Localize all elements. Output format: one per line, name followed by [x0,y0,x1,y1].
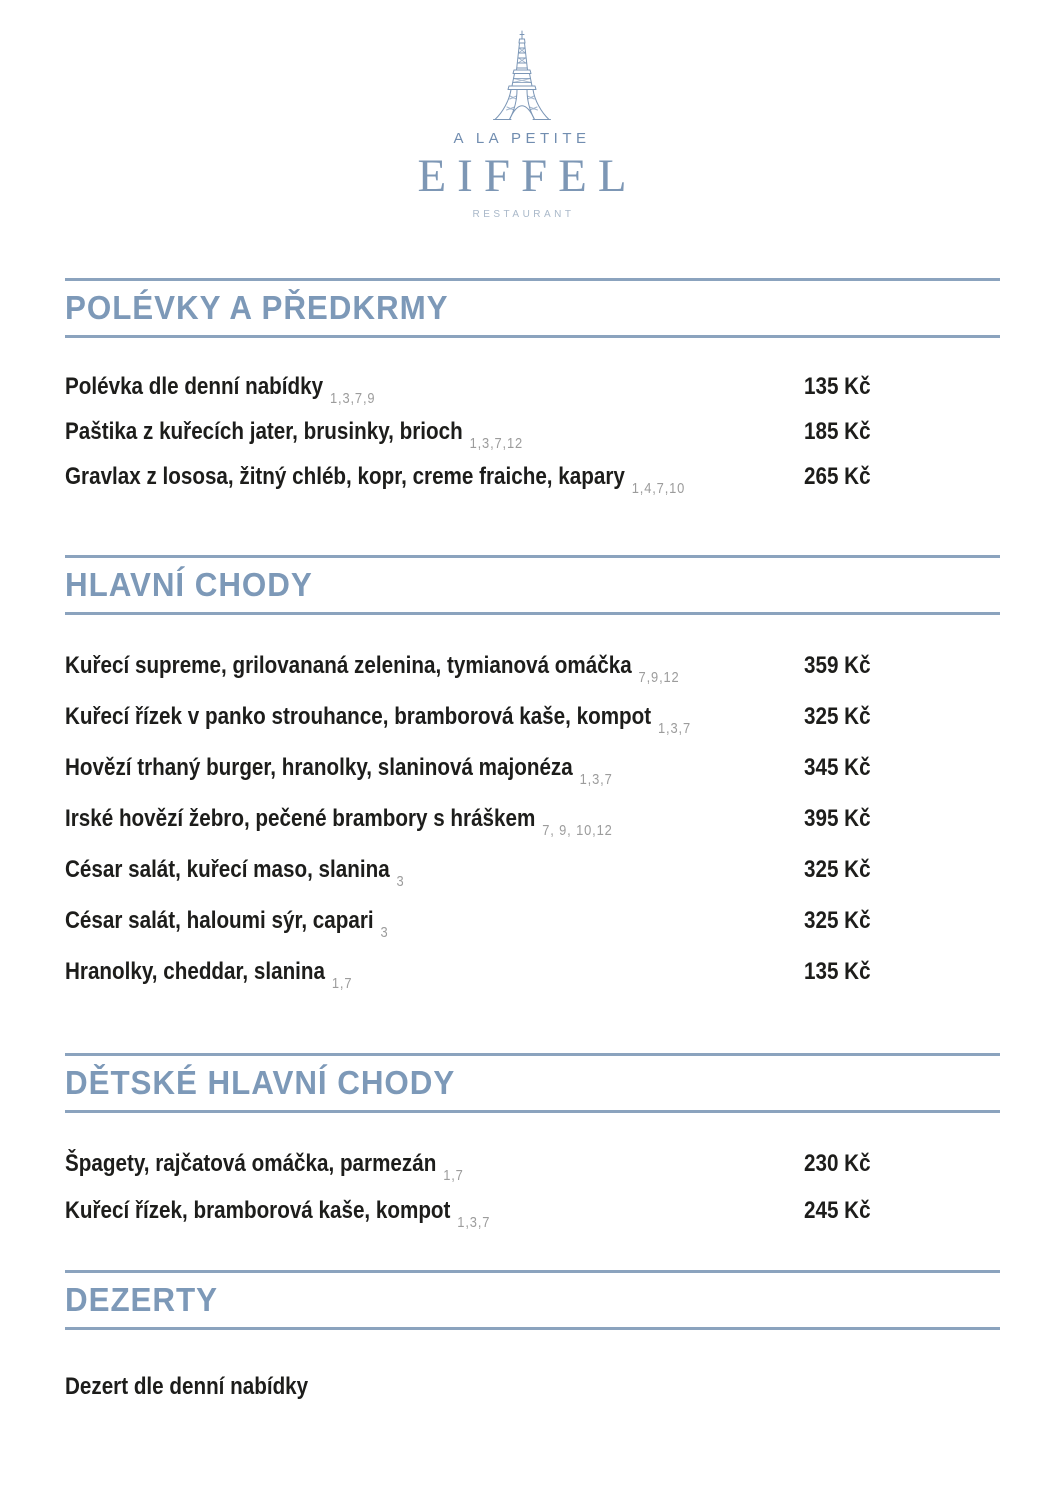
item-name: Paštika z kuřecích jater, brusinky, brioch [65,418,463,445]
item-allergens: 3 [396,873,405,890]
item-price: 325 Kč [804,856,871,883]
menu-item-row [65,417,1000,450]
section-detske-hlavni-chody [65,1053,1000,1229]
item-name: Špagety, rajčatová omáčka, parmezán [65,1150,437,1177]
menu-item-row [65,702,1000,735]
item-allergens: 1,3,7 [579,771,613,788]
item-allergens: 1,3,7,12 [469,435,524,452]
item-price: 230 Kč [804,1150,871,1177]
item-name: Hranolky, cheddar, slanina [65,958,326,985]
brand-subtitle: RESTAURANT [472,209,575,220]
menu-item-row [65,462,1000,495]
section-dezerty [65,1270,1000,1405]
menu-item-row [65,804,1000,837]
section-title: HLAVNÍ CHODY [65,555,1000,615]
section-rows [65,1149,1000,1229]
item-allergens: 1,7 [443,1167,464,1184]
menu-item-row [65,372,1000,405]
item-name: Kuřecí řízek, bramborová kaše, kompot [65,1197,451,1224]
menu-item-row [65,1196,1000,1229]
brand-tagline: A LA PETITE [453,130,591,147]
section-polevky-a-predkrmy [65,278,1000,495]
item-allergens: 1,7 [331,975,353,992]
item-price: 325 Kč [804,703,871,730]
section-title: POLÉVKY A PŘEDKRMY [65,278,1000,338]
item-allergens: 1,3,7 [457,1214,491,1231]
section-rows [65,1372,1000,1405]
item-price: 359 Kč [804,652,871,679]
menu-item-row [65,1149,1000,1182]
menu-item-row [65,906,1000,939]
item-allergens: 7, 9, 10,12 [542,822,613,839]
menu-item-row [65,753,1000,786]
brand-name: EIFFEL [417,150,638,202]
section-rows [65,372,1000,495]
section-title: DEZERTY [65,1270,1000,1330]
item-price: 265 Kč [804,463,871,490]
menu-item-row [65,957,1000,990]
item-price: 395 Kč [804,805,871,832]
item-price [804,1372,1000,1402]
menu-item-row [65,651,1000,684]
section-rows [65,651,1000,990]
item-allergens: 1,3,7,9 [329,390,376,407]
item-name: Irské hovězí žebro, pečené brambory s hráškem [65,805,536,832]
item-name: Kuřecí supreme, grilovananá zelenina, tymianová omáčka [65,652,632,679]
item-allergens: 1,3,7 [658,720,692,737]
menu-content [0,278,1044,1405]
menu-item-row [65,855,1000,888]
item-price: 135 Kč [804,373,871,400]
item-allergens: 3 [380,924,389,941]
item-name: César salát, haloumi sýr, capari [65,907,374,934]
item-name: Kuřecí řízek v panko strouhance, bramborová kaše, kompot [65,703,652,730]
eiffel-tower-icon [490,30,554,122]
restaurant-logo [0,0,1044,221]
item-price: 135 Kč [804,958,871,985]
section-hlavni-chody [65,555,1000,990]
item-name: César salát, kuřecí maso, slanina [65,856,390,883]
menu-item-row [65,1372,1000,1405]
item-price: 245 Kč [804,1197,871,1224]
item-price: 185 Kč [804,418,871,445]
section-title: DĚTSKÉ HLAVNÍ CHODY [65,1053,1000,1113]
item-name: Gravlax z lososa, žitný chléb, kopr, creme fraiche, kapary [65,463,625,490]
item-price: 325 Kč [804,907,871,934]
item-allergens: 7,9,12 [638,669,680,686]
item-name: Polévka dle denní nabídky [65,373,324,400]
item-name: Hovězí trhaný burger, hranolky, slaninová majonéza [65,754,573,781]
item-price: 345 Kč [804,754,871,781]
item-name: Dezert dle denní nabídky [65,1373,309,1400]
item-allergens: 1,4,7,10 [631,480,686,497]
